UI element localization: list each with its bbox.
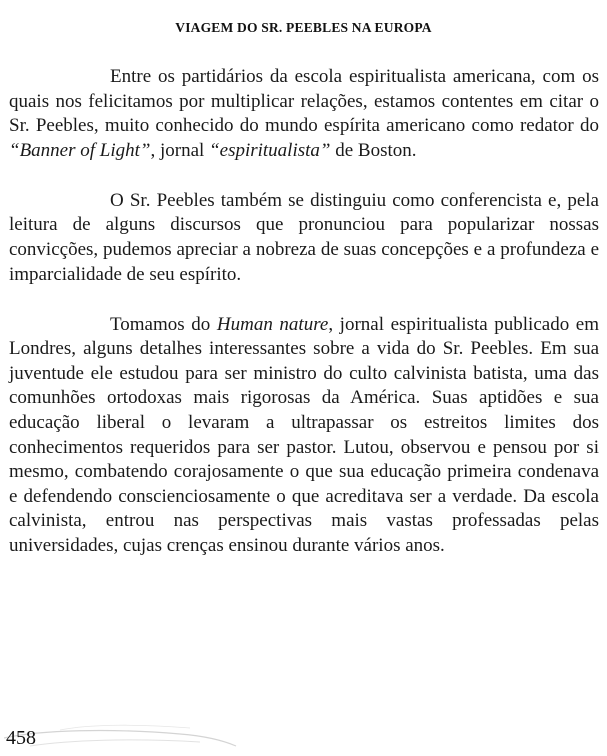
paragraph-3: [9, 313, 599, 559]
paragraph-2: [9, 189, 599, 287]
text-run: Tomamos do: [110, 313, 217, 335]
page-number: 458: [6, 727, 36, 749]
paragraph-1: [9, 65, 599, 163]
decorative-flourish: [0, 716, 240, 756]
text-run: , jornal: [150, 139, 210, 161]
text-run: Entre os partidários da escola espiritualista americana, com os quais nos felicitamos por multiplicar relações, estamos contentes em citar o Sr. Peebles, muito conhecido do mundo espírita americano como redator do: [9, 66, 599, 137]
text-run: de Boston.: [330, 139, 417, 161]
text-run: O Sr. Peebles também se distinguiu como conferencista e, pela leitura de alguns discursos que pronunciou para popularizar nossas convicções, pudemos apreciar a nobreza de suas concepções e a profundeza e imparcialidade de seu espírito.: [9, 189, 599, 285]
text-run: , jornal espiritualista publicado em Londres, alguns detalhes interessantes sobre a vida do Sr. Peebles. Em sua juventude ele estudou para ser ministro do culto calvinista batista, uma das comunhões ortodoxas mais rigorosas da América. Suas aptidões e sua educação liberal o levaram a ultrapassar os estreitos limites dos conhecimentos requeridos para ser pastor. Lutou, observou e pensou por si mesmo, combatendo corajosamente o que sua educação primeira condenava e defendendo conscienciosamente o que acreditava ser a verdade. Da escola calvinista, entrou nas perspectivas mais vastas professadas pelas universidades, cujas crenças ensinou durante vários anos.: [9, 313, 600, 556]
running-head: VIAGEM DO SR. PEEBLES NA EUROPA: [175, 20, 432, 35]
body-text: [9, 65, 599, 558]
text-run-italic: Human nature: [216, 313, 329, 335]
text-run-italic: “espiritualista”: [209, 139, 331, 161]
text-run-italic: “Banner of Light”: [9, 139, 151, 161]
